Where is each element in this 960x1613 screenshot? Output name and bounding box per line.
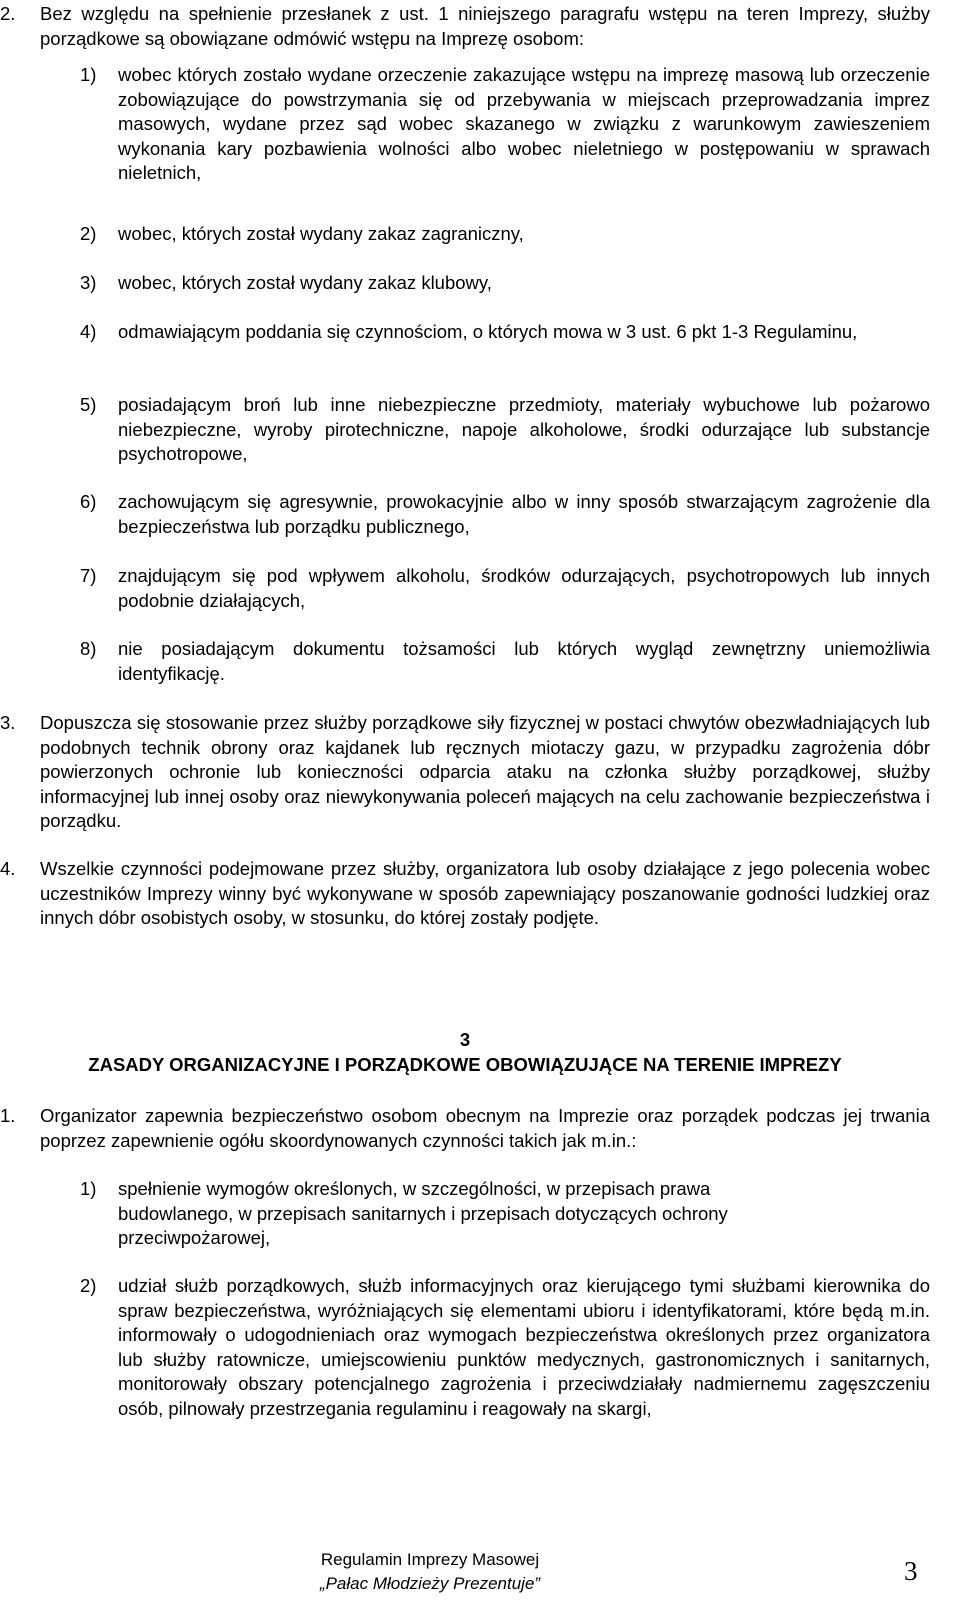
list-item-number: 2): [80, 223, 97, 244]
list-item: [80, 63, 930, 186]
list-item-number: 7): [80, 565, 97, 586]
paragraph-text: Wszelkie czynności podejmowane przez służby, organizatora lub osoby działające z jego polecenia wobec uczestników Imprezy winny być wykonywane w sposób zapewniający poszanowanie godności ludzkiej oraz innych dóbr osobistych osoby, w stosunku, do której zostały podjęte.: [40, 858, 930, 928]
list-item-number: 2): [80, 1275, 97, 1296]
page-number: 3: [904, 1556, 918, 1586]
paragraph-text: Bez względu na spełnienie przesłanek z ust. 1 niniejszego paragrafu wstępu na teren Imprezy, służby porządkowe są obowiązane odmówić wstępu na Imprezę osobom:: [40, 3, 930, 49]
paragraph-number: 1.: [0, 1105, 16, 1126]
paragraph-2: [0, 2, 930, 51]
list-item: [80, 393, 930, 467]
section-title: ZASADY ORGANIZACYJNE I PORZĄDKOWE OBOWIĄZUJĄCE NA TERENIE IMPREZY: [88, 1054, 842, 1075]
paragraph-4: [0, 857, 930, 931]
paragraph-text: Organizator zapewnia bezpieczeństwo osobom obecnym na Imprezie oraz porządek podczas jej trwania poprzez zapewnienie ogółu skoordynowanych czynności takich jak m.in.:: [40, 1105, 930, 1151]
list-item-number: 1): [80, 1178, 97, 1199]
list-item-number: 4): [80, 321, 97, 342]
list-item-text: odmawiającym poddania się czynnościom, o których mowa w 3 ust. 6 pkt 1-3 Regulaminu,: [118, 321, 858, 342]
footer-title: Regulamin Imprezy Masowej: [320, 1550, 540, 1569]
list-item-text: wobec, których został wydany zakaz zagraniczny,: [118, 223, 524, 244]
list-item: [80, 320, 930, 345]
paragraph-number: 4.: [0, 858, 16, 879]
list-item: [80, 271, 930, 296]
list-item-line: budowlanego, w przepisach sanitarnych i przepisach dotyczących ochrony: [118, 1202, 728, 1224]
list-item: [80, 1177, 930, 1251]
section-sign: 3: [459, 1029, 471, 1050]
paragraph-3: [0, 711, 930, 834]
list-item: [80, 1274, 930, 1421]
list-item-number: 3): [80, 272, 97, 293]
list-item: [80, 637, 930, 686]
list-item-text: posiadającym broń lub inne niebezpieczne przedmioty, materiały wybuchowe lub pożarowo niebezpieczne, wyroby pirotechniczne, napoje alkoholowe, środki odurzające lub substancje psychotropowe,: [118, 394, 930, 464]
list-item-text: wobec, których został wydany zakaz klubowy,: [118, 272, 492, 293]
paragraph-text: Dopuszcza się stosowanie przez służby porządkowe siły fizycznej w postaci chwytów obezwładniających lub podobnych technik obrony oraz kajdanek lub ręcznych miotaczy gazu, w przypadku zagrożenia dóbr powierzonych ochronie lub konieczności odparcia ataku na członka służby porządkowej, służby informacyjnej lub innej osoby oraz niewykonywania poleceń mających na celu zachowanie bezpieczeństwa i porządku.: [40, 712, 930, 831]
list-item-line: przeciwpożarowej,: [118, 1227, 271, 1248]
list-item-text: znajdującym się pod wpływem alkoholu, środków odurzających, psychotropowych lub innych podobnie działających,: [118, 565, 930, 611]
footer-subtitle: „Pałac Młodzieży Prezentuje”: [319, 1574, 541, 1593]
paragraph-number: 3.: [0, 712, 16, 733]
list-item-number: 6): [80, 491, 97, 512]
list-item: [80, 222, 930, 247]
list-item: [80, 490, 930, 539]
list-item: [80, 564, 930, 613]
section-paragraph-1: [0, 1104, 930, 1153]
list-item-text: udział służb porządkowych, służb informacyjnych oraz kierującego tymi służbami kierownika do spraw bezpieczeństwa, wyróżniających się elementami ubioru i identyfikatorami, które będą m.in. informowały o udogodnieniach oraz wymogach bezpieczeństwa określonych przez organizatora lub służby ratownicze, umiejscowieniu punktów medycznych, gastronomicznych i sanitarnych, monitorowały obszary potencjalnego zagrożenia i przeciwdziałały nadmiernemu zagęszczeniu osób, pilnowały przestrzegania regulaminu i reagowały na skargi,: [118, 1275, 930, 1419]
list-item-text: zachowującym się agresywnie, prowokacyjnie albo w inny sposób stwarzającym zagrożenie dla bezpieczeństwa lub porządku publicznego,: [118, 491, 930, 537]
list-item-number: 5): [80, 394, 97, 415]
list-item-number: 8): [80, 638, 97, 659]
list-item-number: 1): [80, 64, 97, 85]
paragraph-number: 2.: [0, 3, 16, 24]
list-item-line: spełnienie wymogów określonych, w szczególności, w przepisach prawa: [118, 1178, 711, 1199]
list-item-text: wobec których zostało wydane orzeczenie zakazujące wstępu na imprezę masową lub orzeczenie zobowiązujące do powstrzymania się od przebywania w miejscach przeprowadzania imprez masowych, wydane przez sąd wobec skazanego w związku z warunkowym zawieszeniem wykonania kary pozbawienia wolności albo wobec nieletniego w postępowaniu w sprawach nieletnich,: [118, 64, 930, 183]
list-item-text: nie posiadającym dokumentu tożsamości lub których wygląd zewnętrzny uniemożliwia identyfikację.: [118, 638, 930, 684]
